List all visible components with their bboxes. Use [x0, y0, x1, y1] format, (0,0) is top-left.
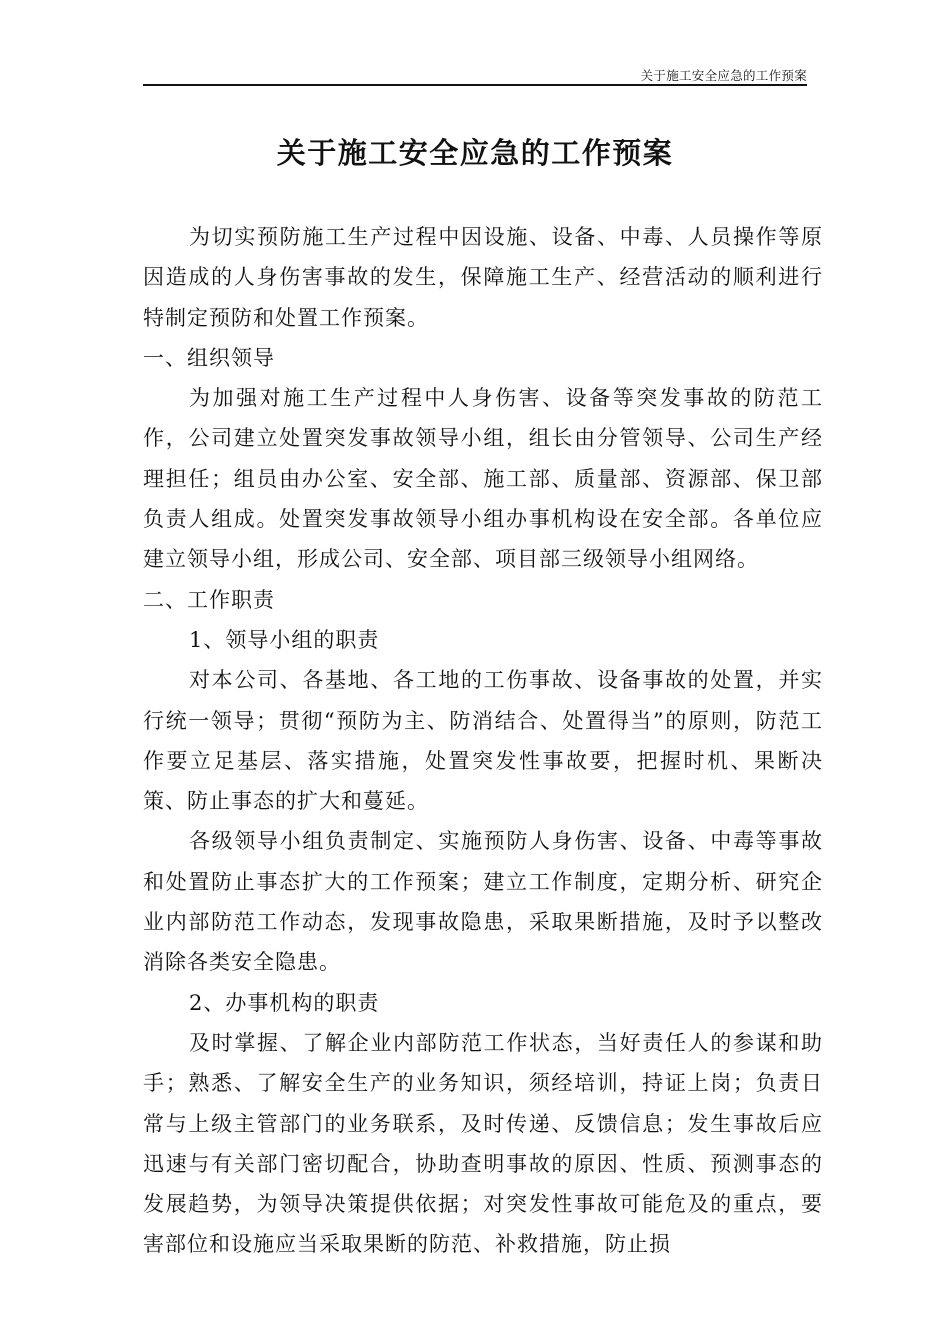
document-body — [143, 217, 823, 1265]
paragraph-intro: 为切实预防施工生产过程中因设施、设备、中毒、人员操作等原因造成的人身伤害事故的发生，保障施工生产、经营活动的顺利进行特制定预防和处置工作预案。 — [143, 225, 823, 330]
section-heading-duties: 二、工作职责 — [143, 587, 275, 612]
document-title: 关于施工安全应急的工作预案 — [276, 136, 674, 170]
paragraph-organization: 为加强对施工生产过程中人身伤害、设备等突发事故的防范工作，公司建立处置突发事故领导小组，组长由分管领导、公司生产经理担任；组员由办公室、安全部、施工部、质量部、资源部、保卫部负责人组成。处置突发事故领导小组办事机构设在安全部。各单位应建立领导小组，形成公司、安全部、项目部三级领导小组网络。 — [143, 386, 823, 572]
paragraph-office-duties: 及时掌握、了解企业内部防范工作状态，当好责任人的参谋和助手；熟悉、了解安全生产的业务知识，须经培训，持证上岗；负责日常与上级主管部门的业务联系，及时传递、反馈信息；发生事故后应迅速与有关部门密切配合，协助查明事故的原因、性质、预测事态的发展趋势，为领导决策提供依据；对突发性事故可能危及的重点，要害部位和设施应当采取果断的防范、补救措施，防止损 — [143, 1030, 823, 1257]
paragraph-leadership-duties-1: 对本公司、各基地、各工地的工伤事故、设备事故的处置，并实行统一领导；贯彻“预防为主、防消结合、处置得当”的原则，防范工作要立足基层、落实措施，处置突发性事故要，把握时机、果断决策、防止事态的扩大和蔓延。 — [143, 668, 823, 814]
subheading-leadership-duties: 1、领导小组的职责 — [189, 627, 380, 652]
subheading-office-duties: 2、办事机构的职责 — [189, 990, 380, 1015]
paragraph-leadership-duties-2: 各级领导小组负责制定、实施预防人身伤害、设备、中毒等事故和处置防止事态扩大的工作预案；建立工作制度，定期分析、研究企业内部防范工作动态，发现事故隐患，采取果断措施，及时予以整改消除各类安全隐患。 — [143, 829, 823, 975]
running-header — [143, 62, 807, 86]
section-heading-organization: 一、组织领导 — [143, 345, 275, 370]
running-header-title: 关于施工安全应急的工作预案 — [640, 68, 807, 83]
